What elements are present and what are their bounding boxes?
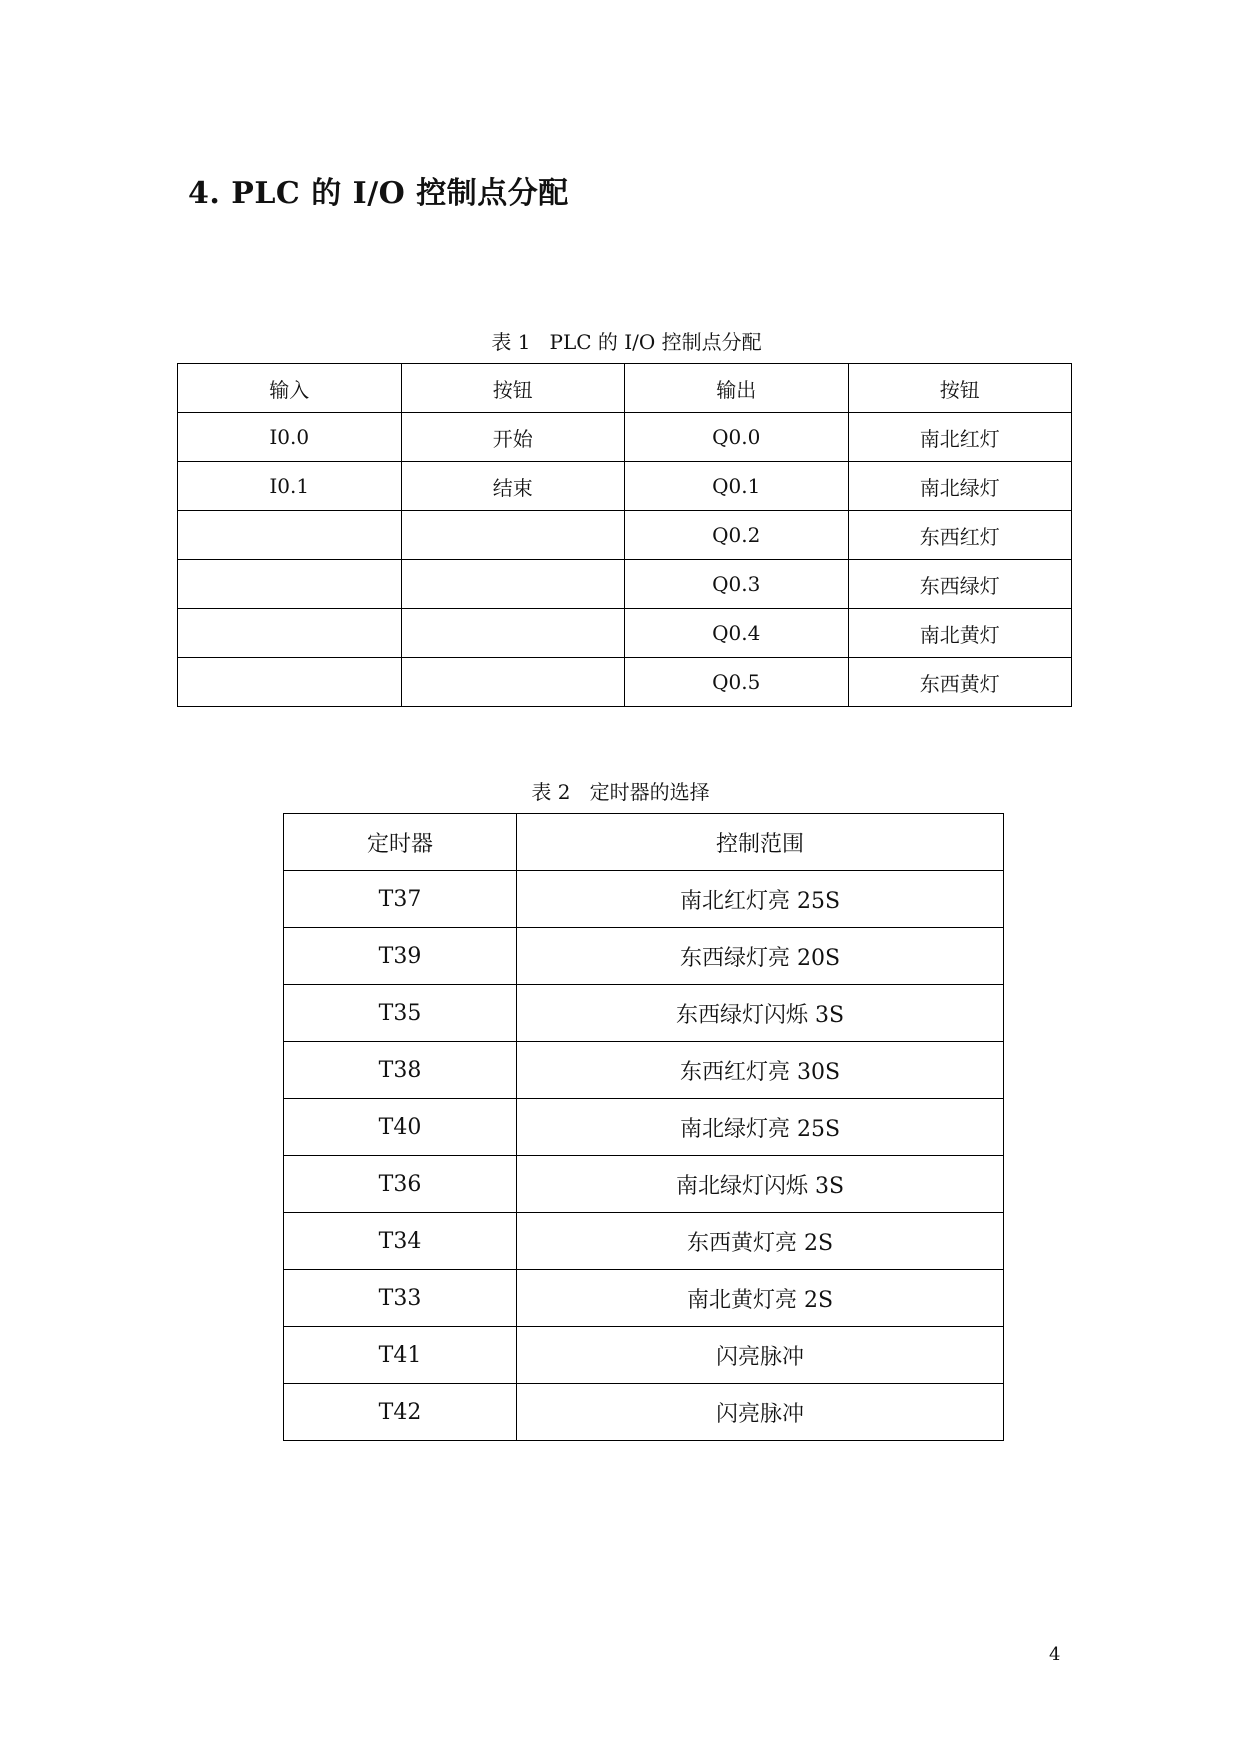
table-cell: 东西黄灯 (848, 658, 1072, 707)
table-cell: 南北绿灯亮 25S (517, 1099, 1004, 1156)
table-header-row (178, 364, 1072, 413)
table-cell: T42 (284, 1384, 517, 1441)
header-cell: 输出 (625, 364, 849, 413)
table-cell: T36 (284, 1156, 517, 1213)
table-cell: T38 (284, 1042, 517, 1099)
table-cell: 闪亮脉冲 (517, 1384, 1004, 1441)
table-row (284, 1042, 1004, 1099)
page-number: 4 (1049, 1644, 1061, 1665)
table-row (284, 1099, 1004, 1156)
table-cell: T39 (284, 928, 517, 985)
table-cell: I0.0 (178, 413, 402, 462)
table-row (284, 928, 1004, 985)
table-cell: 东西绿灯 (848, 560, 1072, 609)
table-row (178, 560, 1072, 609)
table-cell: Q0.3 (625, 560, 849, 609)
header-cell: 控制范围 (517, 814, 1004, 871)
table-row (284, 985, 1004, 1042)
table-cell: Q0.2 (625, 511, 849, 560)
table-row (284, 1213, 1004, 1270)
table-cell: T37 (284, 871, 517, 928)
table-cell: I0.1 (178, 462, 402, 511)
table-cell: 东西黄灯亮 2S (517, 1213, 1004, 1270)
table-row (178, 658, 1072, 707)
table-cell: 东西红灯亮 30S (517, 1042, 1004, 1099)
table-cell (401, 560, 625, 609)
table-cell: Q0.5 (625, 658, 849, 707)
table-cell (178, 560, 402, 609)
table-cell (401, 609, 625, 658)
timer-selection-table (283, 813, 1004, 1441)
table-cell: T40 (284, 1099, 517, 1156)
table-cell: 东西红灯 (848, 511, 1072, 560)
table1-caption: 表 1 PLC 的 I/O 控制点分配 (491, 330, 762, 354)
table-row (284, 1156, 1004, 1213)
section-heading: 4. PLC 的 I/O 控制点分配 (188, 176, 569, 211)
table-cell: Q0.4 (625, 609, 849, 658)
table-cell: 南北黄灯 (848, 609, 1072, 658)
table-cell (401, 658, 625, 707)
header-cell: 按钮 (401, 364, 625, 413)
table-row (178, 413, 1072, 462)
table-cell: T33 (284, 1270, 517, 1327)
table-cell: 南北绿灯闪烁 3S (517, 1156, 1004, 1213)
table-row (284, 1384, 1004, 1441)
table-cell: 闪亮脉冲 (517, 1327, 1004, 1384)
table-cell: 南北黄灯亮 2S (517, 1270, 1004, 1327)
table-row (178, 609, 1072, 658)
table-cell (178, 609, 402, 658)
table-cell: 东西绿灯亮 20S (517, 928, 1004, 985)
table-header-row (284, 814, 1004, 871)
table-cell: Q0.0 (625, 413, 849, 462)
table-cell: 南北红灯 (848, 413, 1072, 462)
table-row (284, 1270, 1004, 1327)
table-cell: 南北绿灯 (848, 462, 1072, 511)
table-row (284, 1327, 1004, 1384)
table-row (178, 511, 1072, 560)
table-cell: T34 (284, 1213, 517, 1270)
table-cell (178, 658, 402, 707)
table-cell (178, 511, 402, 560)
header-cell: 定时器 (284, 814, 517, 871)
table-row (284, 871, 1004, 928)
table-cell: Q0.1 (625, 462, 849, 511)
table-cell: T35 (284, 985, 517, 1042)
io-allocation-table (177, 363, 1072, 707)
table-row (178, 462, 1072, 511)
table2-caption: 表 2 定时器的选择 (531, 780, 710, 804)
table-cell: 东西绿灯闪烁 3S (517, 985, 1004, 1042)
header-cell: 按钮 (848, 364, 1072, 413)
table-cell (401, 511, 625, 560)
table-cell: 南北红灯亮 25S (517, 871, 1004, 928)
table-cell: 开始 (401, 413, 625, 462)
header-cell: 输入 (178, 364, 402, 413)
table-cell: T41 (284, 1327, 517, 1384)
table-cell: 结束 (401, 462, 625, 511)
